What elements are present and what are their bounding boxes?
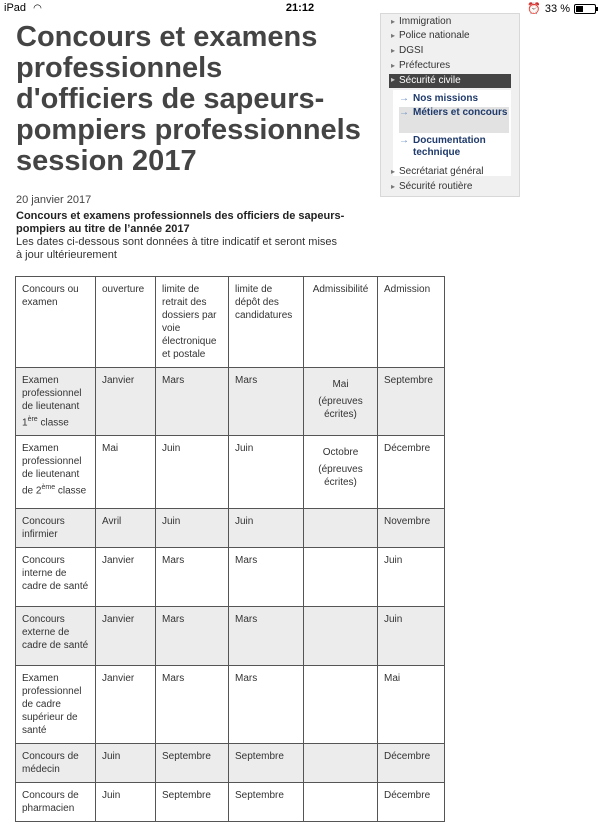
cell-depot: Mars <box>229 548 304 607</box>
sidebar-item-police-nationale[interactable]: ▸ Police nationale <box>391 30 470 41</box>
exam-name-sup: ème <box>41 484 56 492</box>
cell-ouverture: Janvier <box>96 548 156 607</box>
sidebar-item-secretariat-general[interactable]: ▸ Secrétariat général <box>391 166 484 177</box>
table-row <box>16 548 445 607</box>
battery-fill <box>576 6 583 12</box>
cell-admissibilite <box>304 607 378 666</box>
cell-exam-name: Concours de médecin <box>16 744 96 783</box>
cell-admission: Décembre <box>378 783 445 822</box>
cell-depot: Septembre <box>229 744 304 783</box>
table-row <box>16 744 445 783</box>
cell-retrait: Mars <box>156 666 229 744</box>
cell-exam-name <box>16 368 96 436</box>
cell-depot: Mars <box>229 368 304 436</box>
cell-admission: Décembre <box>378 744 445 783</box>
intro-note: Les dates ci-dessous sont données à titre indicatif et seront mises à jour ultérieurement <box>16 236 338 261</box>
exam-name-text: Examen professionnel de lieutenant de 2 <box>22 443 82 497</box>
cell-admissibilite <box>304 548 378 607</box>
battery-percent: 33 % <box>544 2 570 15</box>
table-row <box>16 783 445 822</box>
admissibilite-note: (épreuves écrites) <box>318 464 363 489</box>
arrow-right-icon: → <box>399 93 409 104</box>
cell-admissibilite <box>304 666 378 744</box>
cell-retrait: Mars <box>156 548 229 607</box>
cell-admission: Juin <box>378 548 445 607</box>
sidebar-item-securite-civile[interactable] <box>389 74 511 88</box>
cell-depot: Juin <box>229 509 304 548</box>
cell-ouverture: Avril <box>96 509 156 548</box>
table-row <box>16 509 445 548</box>
cell-retrait: Mars <box>156 368 229 436</box>
sidebar-subnav <box>393 90 511 176</box>
cell-admissibilite <box>304 744 378 783</box>
cell-depot: Juin <box>229 436 304 509</box>
cell-retrait: Septembre <box>156 744 229 783</box>
cell-depot: Mars <box>229 607 304 666</box>
cell-depot: Mars <box>229 666 304 744</box>
admissibilite-value: Mai <box>332 379 349 390</box>
cell-retrait: Juin <box>156 509 229 548</box>
cell-exam-name: Concours de pharmacien <box>16 783 96 822</box>
alarm-icon: ⏰ <box>527 3 541 15</box>
cell-retrait: Mars <box>156 607 229 666</box>
cell-exam-name: Concours infirmier <box>16 509 96 548</box>
exam-schedule-table <box>15 276 445 822</box>
cell-admissibilite <box>304 509 378 548</box>
subnav-item-nos-missions[interactable] <box>399 93 509 105</box>
cell-admissibilite <box>304 783 378 822</box>
cell-exam-name: Concours interne de cadre de santé <box>16 548 96 607</box>
subnav-label: Nos missions <box>413 93 479 104</box>
cell-admissibilite <box>304 368 378 436</box>
cell-ouverture: Janvier <box>96 666 156 744</box>
cell-ouverture: Mai <box>96 436 156 509</box>
header-cell: Admission <box>378 277 445 368</box>
cell-ouverture: Janvier <box>96 607 156 666</box>
battery-icon <box>574 4 596 14</box>
admissibilite-value: Octobre <box>322 447 359 459</box>
header-cell: Concours ou examen <box>16 277 96 368</box>
sidebar-item-prefectures[interactable]: ▸ Préfectures <box>391 60 450 71</box>
status-right <box>527 2 596 15</box>
subnav-label: Métiers et concours <box>413 107 508 118</box>
cell-depot: Septembre <box>229 783 304 822</box>
subnav-item-documentation-technique[interactable] <box>399 135 509 159</box>
publication-date: 20 janvier 2017 <box>16 194 92 206</box>
sidebar-active-label: ▸ Sécurité civile <box>399 75 461 86</box>
cell-admission: Juin <box>378 607 445 666</box>
cell-admission: Mai <box>378 666 445 744</box>
cell-ouverture: Juin <box>96 744 156 783</box>
exam-name-suffix: classe <box>37 417 69 429</box>
cell-admissibilite <box>304 436 378 509</box>
sidebar-item-immigration[interactable]: ▸ Immigration <box>391 16 451 27</box>
sidebar-item-dgsi[interactable]: ▸ DGSI <box>391 45 423 56</box>
cell-admission: Septembre <box>378 368 445 436</box>
header-cell: limite de dépôt des candidatures <box>229 277 304 368</box>
device-name: iPad <box>4 2 27 14</box>
wifi-icon: ◠ <box>33 3 42 14</box>
cell-retrait: Septembre <box>156 783 229 822</box>
admissibilite-note: (épreuves écrites) <box>318 396 363 420</box>
sidebar-nav <box>380 13 520 197</box>
cell-retrait: Juin <box>156 436 229 509</box>
cell-exam-name <box>16 436 96 509</box>
table-row <box>16 607 445 666</box>
page-title: Concours et examens professionnels d'officiers de sapeurs-pompiers professionnels session 2017 <box>16 21 361 177</box>
cell-exam-name: Examen professionnel de cadre supérieur de santé <box>16 666 96 744</box>
table-row <box>16 436 445 509</box>
exam-name-suffix: classe <box>55 485 87 497</box>
cell-admission: Novembre <box>378 509 445 548</box>
header-cell: ouverture <box>96 277 156 368</box>
subnav-item-metiers-concours[interactable] <box>399 107 509 133</box>
intro-heading: Concours et examens professionnels des officiers de sapeurs-pompiers au titre de l’année 2017 <box>16 210 345 235</box>
clock: 21:12 <box>285 2 315 14</box>
subnav-label: Documentation technique <box>413 135 486 158</box>
table-row <box>16 368 445 436</box>
header-cell: limite de retrait des dossiers par voie électronique et postale <box>156 277 229 368</box>
intro <box>16 210 346 262</box>
header-cell: Admissibilité <box>304 277 378 368</box>
cell-ouverture: Juin <box>96 783 156 822</box>
table-row <box>16 666 445 744</box>
exam-name-text: Examen professionnel de lieutenant 1 <box>22 375 82 429</box>
cell-ouverture: Janvier <box>96 368 156 436</box>
exam-name-sup: ère <box>27 416 38 423</box>
cell-exam-name: Concours externe de cadre de santé <box>16 607 96 666</box>
table-header-row <box>16 277 445 368</box>
arrow-right-icon: → <box>399 135 409 146</box>
sidebar-item-securite-routiere[interactable]: ▸ Sécurité routière <box>391 181 472 192</box>
cell-admission: Décembre <box>378 436 445 509</box>
arrow-right-icon: → <box>399 107 409 118</box>
